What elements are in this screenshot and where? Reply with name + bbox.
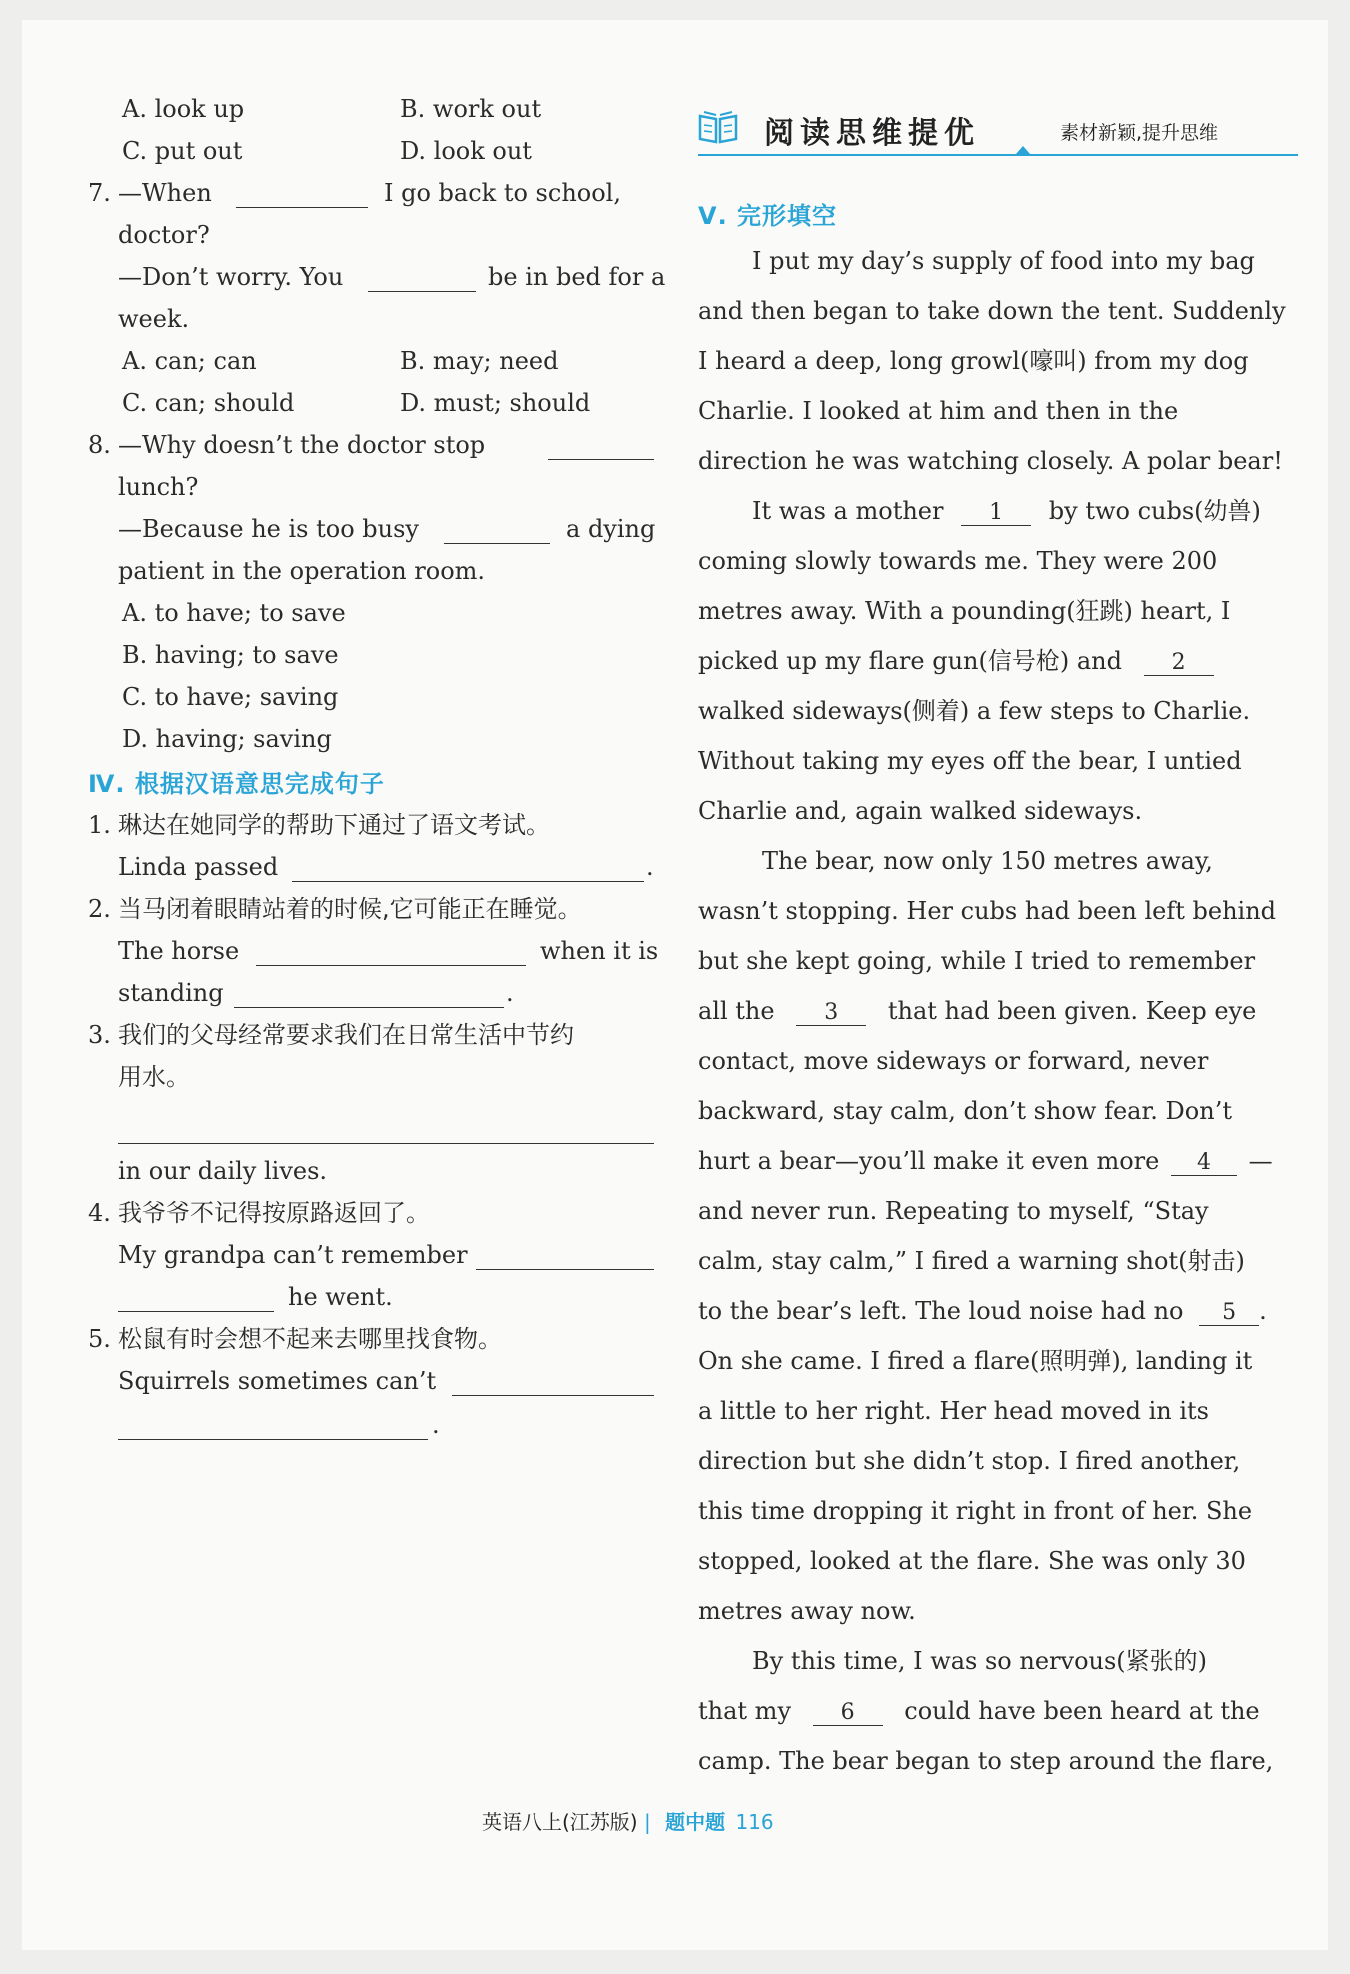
p3-line-2: wasn’t stopping. Her cubs had been left behind [698,897,1277,925]
q7-option-c: C. can; should [122,389,295,417]
q7-line3b: be in bed for a [488,263,666,291]
p1-line-1: I put my day’s supply of food into my bag [752,247,1255,275]
s3-chinese-2: 用水。 [118,1063,190,1091]
q8-option-b: B. having; to save [122,641,339,669]
page-footer [482,1806,774,1835]
reading-header [698,96,1298,160]
q8-line1: —Why doesn’t the doctor stop [118,431,486,459]
p3-line-14: this time dropping it right in front of her. She [698,1497,1253,1525]
s4-blank-1[interactable] [476,1240,654,1270]
header-title: 阅读思维提优 [764,116,980,151]
p3-line-15: stopped, looked at the flare. She was only 30 [698,1547,1246,1575]
q8-blank-1[interactable] [548,430,654,460]
p4-line-2 [698,1696,1260,1726]
s4-english-b: he went. [288,1283,393,1311]
q8-number: 8. [88,431,111,459]
s5-number: 5. [88,1325,111,1353]
s2-chinese: 当马闭着眼睛站着的时候,它可能正在睡觉。 [118,895,582,923]
q8-line4: patient in the operation room. [118,557,486,585]
p3-line-5: contact, move sideways or forward, never [698,1047,1209,1075]
q7-line1b: I go back to school, [384,179,621,207]
q7-option-a: A. can; can [122,347,257,375]
p3-line-10 [698,1296,1267,1326]
p2-line-5: walked sideways(侧着) a few steps to Charlie. [698,697,1251,725]
s4-number: 4. [88,1199,111,1227]
blank-4[interactable]: 4 [1171,1151,1237,1176]
q7-line2: doctor? [118,221,210,249]
blank-3[interactable]: 3 [796,1001,866,1026]
p2-line-6: Without taking my eyes off the bear, I untied [698,747,1242,775]
s1-number: 1. [88,811,111,839]
blank-1[interactable]: 1 [961,501,1031,526]
page-number: 116 [735,1810,774,1834]
q7-blank-1[interactable] [236,178,368,208]
s4-blank-2[interactable] [118,1282,274,1312]
p3-line-12: a little to her right. Her head moved in its [698,1397,1209,1425]
p1-line-2: and then began to take down the tent. Suddenly [698,297,1286,325]
q8-line3a: —Because he is too busy [118,515,419,543]
s5-blank-1[interactable] [452,1366,654,1396]
p3-line-13: direction but she didn’t stop. I fired another, [698,1447,1241,1475]
p3-line-7 [698,1146,1273,1176]
q7-line3a: —Don’t worry. You [118,263,344,291]
s2-blank-1[interactable] [256,936,526,966]
header-subtitle: 素材新颖,提升思维 [1060,122,1219,144]
p3-line-16: metres away now. [698,1597,916,1625]
p1-line-5: direction he was watching closely. A polar bear! [698,447,1283,475]
q7-number: 7. [88,179,111,207]
p2-line-1 [752,496,1261,526]
s1-english: Linda passed [118,853,279,881]
p3-l10b: . [1259,1297,1267,1325]
p2-line-4 [698,646,1214,676]
footer-book: 英语八上(江苏版) [482,1810,638,1834]
q7-line1a: —When [118,179,212,207]
s1-chinese: 琳达在她同学的帮助下通过了语文考试。 [118,811,550,839]
q8-option-c: C. to have; saving [122,683,339,711]
s2-period: . [506,979,514,1007]
s3-english: in our daily lives. [118,1157,328,1185]
footer-series: 题中题 [665,1810,726,1834]
p3-l4b: that had been given. Keep eye [887,997,1257,1025]
p3-line-4 [698,996,1256,1026]
p2-l4a: picked up my flare gun(信号枪) and [698,647,1122,675]
s5-period: . [432,1411,440,1439]
p3-l4a: all the [698,997,775,1025]
header-underline [698,154,1298,156]
p3-line-8: and never run. Repeating to myself, “Stay [698,1197,1209,1225]
p3-line-9: calm, stay calm,” I fired a warning shot(射击) [698,1247,1245,1275]
q7-blank-2[interactable] [368,262,476,292]
p2-line-3: metres away. With a pounding(狂跳) heart, I [698,597,1231,625]
workbook-page [22,20,1328,1950]
section-5-title: Ⅴ. 完形填空 [698,202,838,230]
section-4-title: Ⅳ. 根据汉语意思完成句子 [88,770,385,798]
s1-period: . [646,853,654,881]
p1-line-4: Charlie. I looked at him and then in the [698,397,1179,425]
s5-blank-2[interactable] [118,1410,428,1440]
q6-option-b: B. work out [400,95,542,123]
p3-line-11: On she came. I fired a flare(照明弹), landing it [698,1347,1253,1375]
s1-blank[interactable] [292,852,644,882]
blank-6[interactable]: 6 [813,1701,883,1726]
p3-l10a: to the bear’s left. The loud noise had no [698,1297,1184,1325]
q8-line2: lunch? [118,473,199,501]
p4-line-1: By this time, I was so nervous(紧张的) [752,1647,1208,1675]
p2-l1b: by two cubs(幼兽) [1048,497,1261,525]
q8-blank-2[interactable] [444,514,550,544]
q8-option-a: A. to have; to save [122,599,346,627]
open-book-icon [698,110,738,144]
q6-option-a: A. look up [122,95,245,123]
q7-option-b: B. may; need [400,347,559,375]
p2-line-2: coming slowly towards me. They were 200 [698,547,1218,575]
s3-chinese-1: 我们的父母经常要求我们在日常生活中节约 [118,1021,574,1049]
s2-english-c: standing [118,979,224,1007]
p2-line-7: Charlie and, again walked sideways. [698,797,1143,825]
blank-5[interactable]: 5 [1199,1301,1259,1326]
s2-number: 2. [88,895,111,923]
s2-english-a: The horse [118,937,240,965]
header-triangle [1016,146,1030,154]
s4-chinese: 我爷爷不记得按原路返回了。 [118,1199,430,1227]
s2-english-b: when it is [540,937,659,965]
p3-line-6: backward, stay calm, don’t show fear. Don’t [698,1097,1232,1125]
q8-line3b: a dying [566,515,656,543]
p1-line-3: I heard a deep, long growl(嚎叫) from my dog [698,347,1249,375]
p4-line-3: camp. The bear began to step around the flare, [698,1747,1274,1775]
s3-blank[interactable] [118,1114,654,1144]
p4-l2b: could have been heard at the [904,1697,1260,1725]
s3-number: 3. [88,1021,111,1049]
q8-option-d: D. having; saving [122,725,332,753]
p3-l7a: hurt a bear—you’ll make it even more [698,1147,1160,1175]
q7-option-d: D. must; should [400,389,591,417]
p2-l1a: It was a mother [752,497,944,525]
p3-l7b: — [1248,1147,1273,1175]
blank-2[interactable]: 2 [1144,651,1214,676]
s4-english-a: My grandpa can’t remember [118,1241,468,1269]
s5-english-a: Squirrels sometimes can’t [118,1367,437,1395]
s2-blank-2[interactable] [234,978,504,1008]
footer-separator: | [643,1810,651,1834]
s5-chinese: 松鼠有时会想不起来去哪里找食物。 [118,1325,502,1353]
q6-option-d: D. look out [400,137,532,165]
p4-l2a: that my [698,1697,791,1725]
p3-line-1: The bear, now only 150 metres away, [762,847,1213,875]
q6-option-c: C. put out [122,137,243,165]
q7-line4: week. [118,305,190,333]
p3-line-3: but she kept going, while I tried to remember [698,947,1256,975]
